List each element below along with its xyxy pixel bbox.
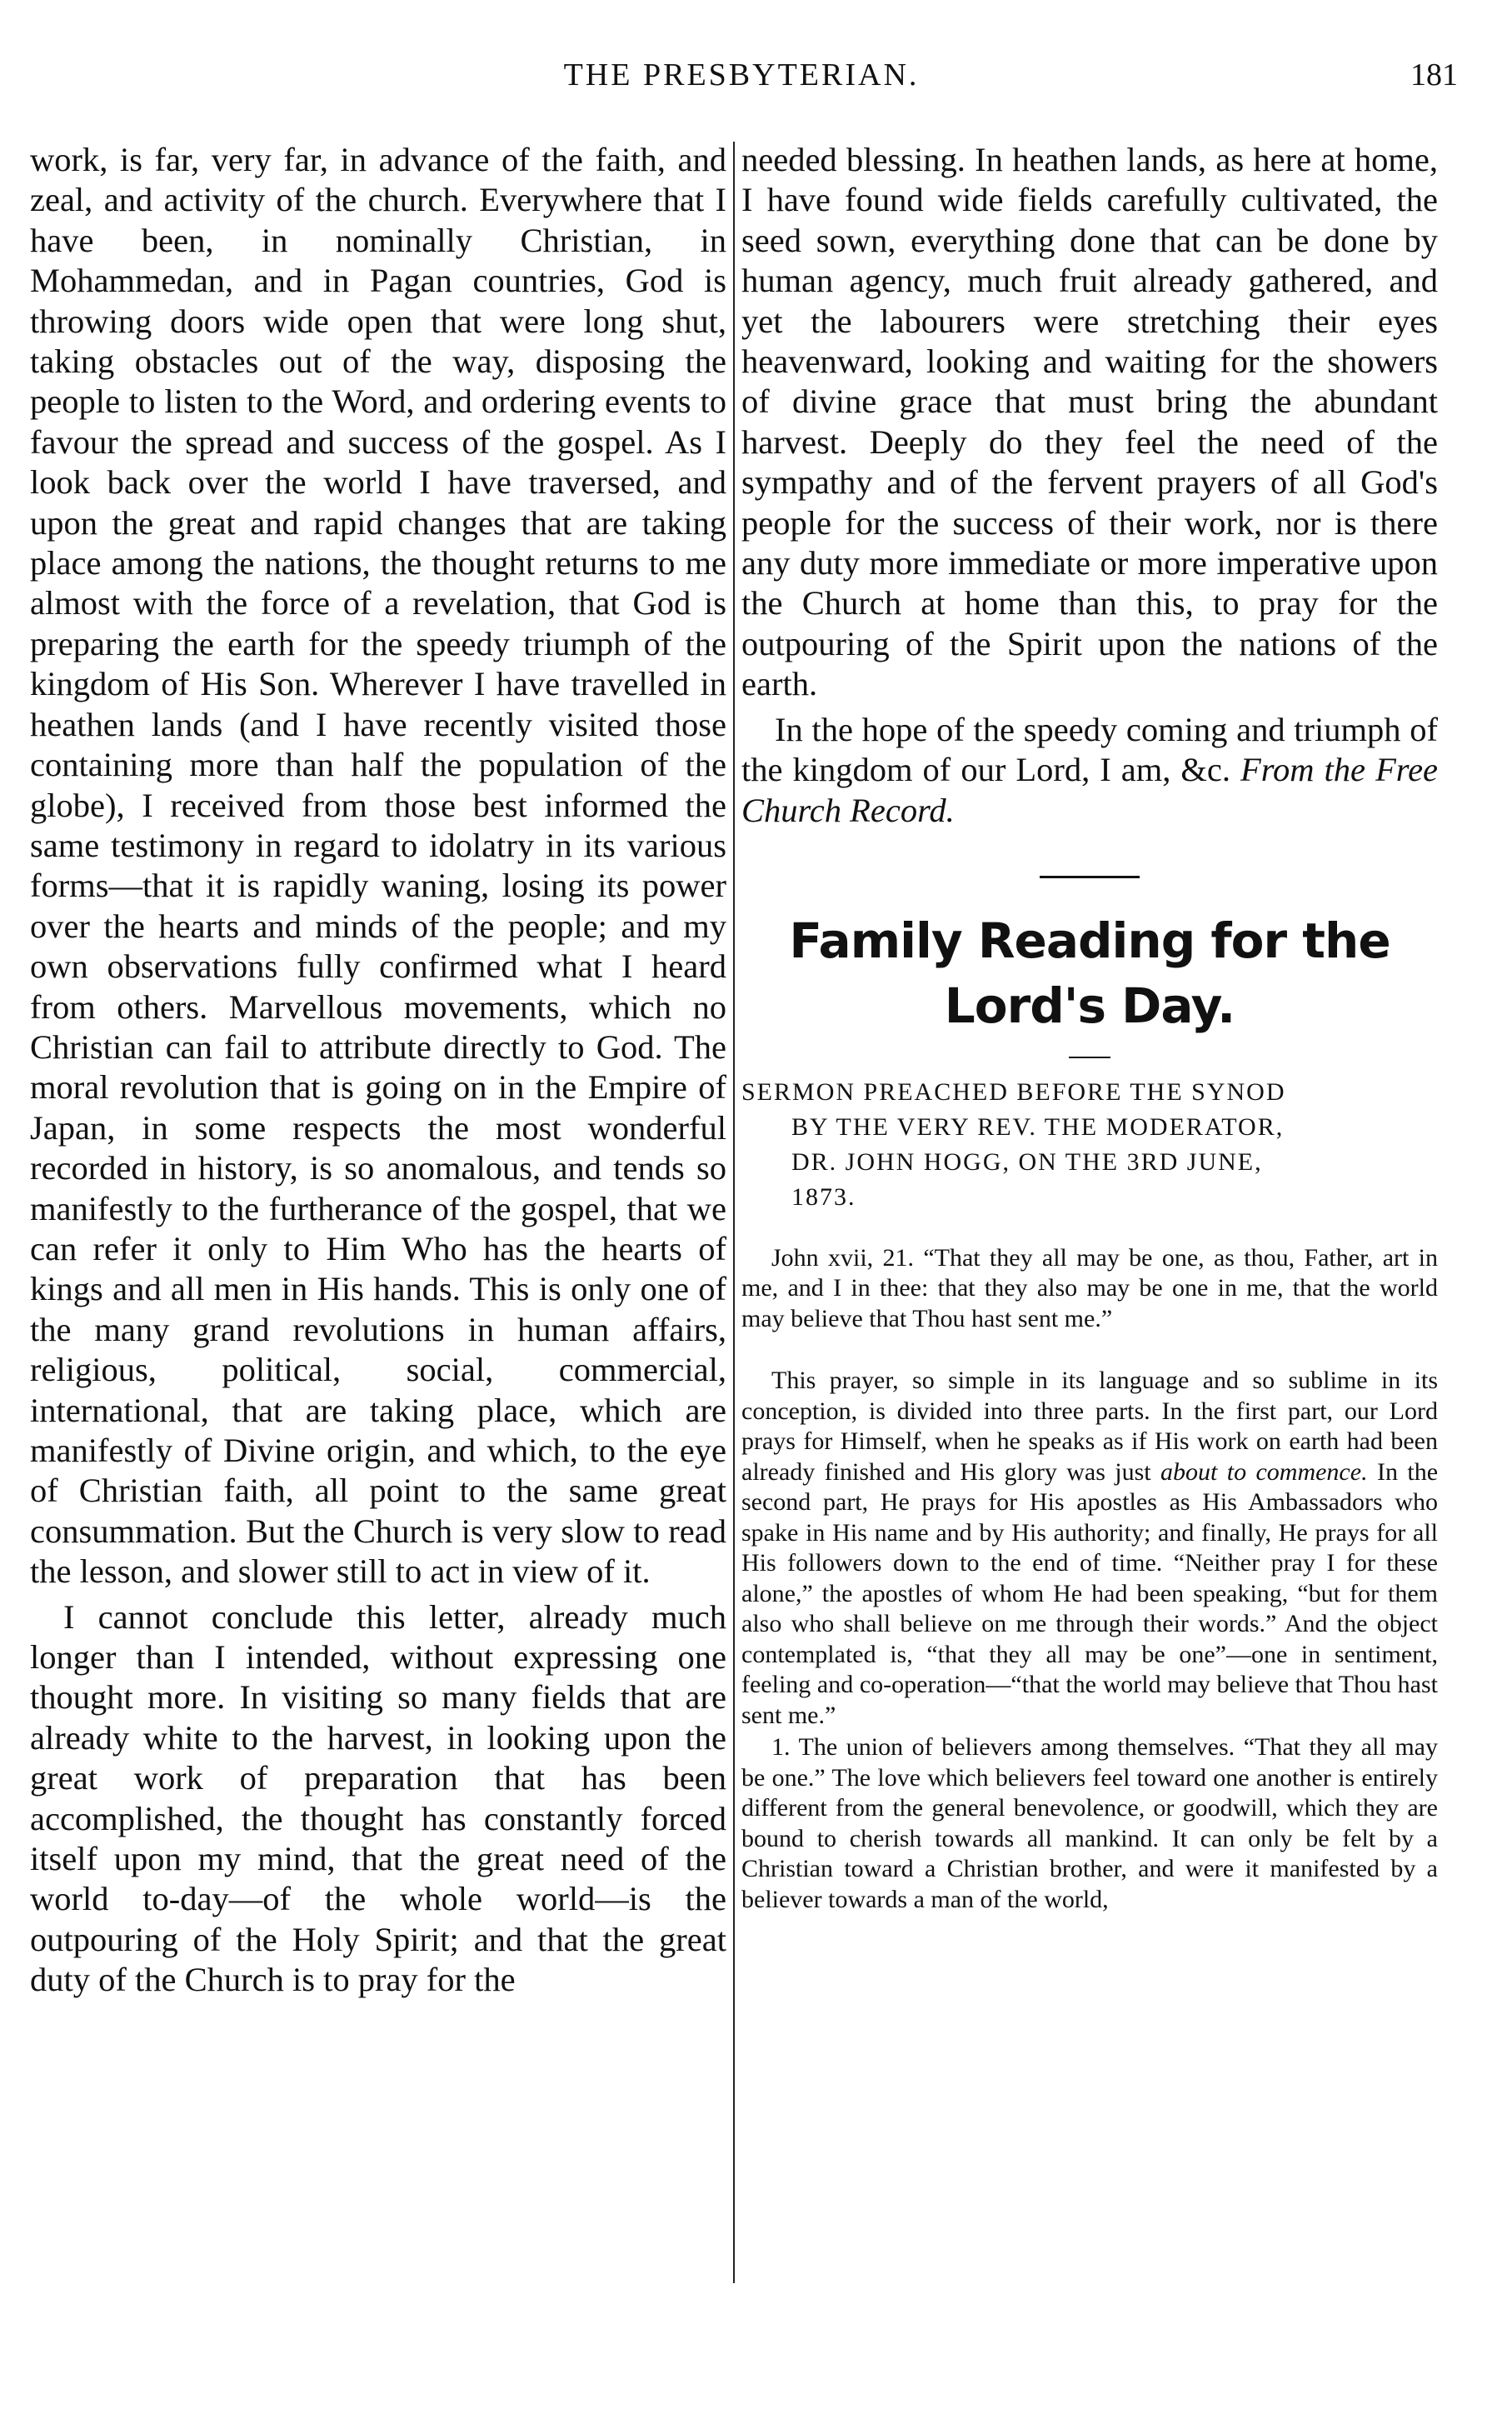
closing-text: In the hope of the speedy coming and triumph of the kingdom of our Lord, I am, &c. — [741, 710, 1438, 789]
sermon-heading — [741, 1075, 1438, 1215]
right-column — [741, 140, 1438, 1915]
sermon-heading-line-1: SERMON PREACHED BEFORE THE SYNOD — [741, 1077, 1286, 1106]
section-title — [741, 908, 1438, 1038]
title-divider — [1069, 1057, 1110, 1058]
page-header — [33, 57, 1458, 107]
page-number: 181 — [1410, 57, 1458, 92]
letter-closing — [741, 710, 1438, 831]
letter-paragraph-1: work, is far, very far, in advance of the faith, and zeal, and activity of the church. Everywhere that I have been, in nominally Christian, in Mohammedan, and in Pagan countries, God is throwing doors wide open that were long shut, taking obstacles out of the way, disposing the people to listen to the Word, and ordering events to favour the spread and success of the gospel. As I look back over the world I have traversed, and upon the great and rapid changes that are taking place among the nations, the thought returns to me almost with the force of a revelation, that God is preparing the earth for the speedy triumph of the kingdom of His Son. Wherever I have travelled in heathen lands (and I have recently visited those containing more than half the population of the globe), I received from those best informed the same testimony in regard to idolatry in its various forms—that it is rapidly waning, losing its power over the hearts and minds of the people; and my own observations fully confirmed what I heard from others. Marvellous movements, which no Christian can fail to attribute directly to God. The moral revolution that is going on in the Empire of Japan, in some respects the most wonderful recorded in history, is so anomalous, and tends so manifestly to the furtherance of the gospel, that we can refer it only to Him Who has the hearts of kings and all men in His hands. This is only one of the many grand revolutions in human affairs, religious, political, social, commercial, international, that are taking place, which are manifestly of Divine origin, and which, to the eye of Christian faith, all point to the same great consummation. But the Church is very slow to read the lesson, and slower still to act in view of it. — [30, 141, 726, 1591]
source-citation: From the Free Church Record. — [741, 751, 1439, 829]
sermon-heading-line-2: BY THE VERY REV. THE MODERATOR, — [791, 1112, 1285, 1141]
sermon-paragraph-2: 1. The union of believers among themselves. “That they all may be one.” The love which believers feel toward one another is entirely different from the general benevolence, or goodwill, which they are bound to cherish towards all mankind. It can only be felt by a Christian toward a Christian brother, and were it manifested by a believer towards a man of the world, — [741, 1733, 1438, 1913]
section-title-line-2: Lord's Day. — [944, 977, 1235, 1034]
letter-paragraph-2: I cannot conclude this letter, already much longer than I intended, without expressing one thought more. In visiting so many fields that are already white to the harvest, in looking upon the great work of preparation that has been accomplished, the thought has constantly forced itself upon my mind, that the great need of the world to-day—of the whole world—is the outpouring of the Holy Spirit; and that the great duty of the Church is to pray for the — [30, 1597, 726, 1999]
scripture-epigraph: John xvii, 21. “That they all may be one, as thou, Father, art in me, and I in thee: that they also may be one in me, that the world may believe that Thou hast sent me.” — [741, 1243, 1438, 1332]
section-title-line-1: Family Reading for the — [789, 912, 1390, 969]
letter-paragraph-3: needed blessing. In heathen lands, as here at home, I have found wide fields carefully cultivated, the seed sown, everything done that can be done by human agency, much fruit already gathered, and yet the labourers were stretching their eyes heavenward, looking and waiting for the showers of divine grace that must bring the abundant harvest. Deeply do they feel the need of the sympathy and of the fervent prayers of all God's people for the success of their work, nor is there any duty more immediate or more imperative upon the Church at home than this, to pray for the outpouring of the Spirit upon the nations of the earth. — [741, 141, 1438, 703]
sermon-p1-part-b: In the second part, He prays for His apostles as His Ambassadors who spake in His name and by His authority; and finally, He prays for all His followers down to the end of time. “Neither pray I for these alone,” the apostles of whom He had been speaking, “but for them also who shall believe on me through their words.” And the object contemplated is, “that they all may be one”—one in sentiment, feeling and co-operation—“that the world may believe that Thou hast sent me.” — [741, 1457, 1439, 1729]
sermon-p1-italic: about to commence. — [1160, 1457, 1368, 1486]
sermon-heading-line-4: 1873. — [791, 1182, 856, 1211]
column-divider — [733, 142, 735, 2283]
sermon-heading-line-3: DR. JOHN HOGG, ON THE 3RD JUNE, — [791, 1147, 1263, 1176]
sermon-p1-part-a: This prayer, so simple in its language and so sublime in its conception, is divided into three parts. In the first part, our Lord prays for Himself, when he speaks as if His work on earth had been already finished and His glory was just — [741, 1367, 1438, 1486]
section-divider — [1040, 876, 1140, 878]
left-column — [30, 140, 726, 2001]
sermon-paragraph-1 — [741, 1366, 1438, 1731]
running-title: THE PRESBYTERIAN. — [563, 57, 920, 92]
